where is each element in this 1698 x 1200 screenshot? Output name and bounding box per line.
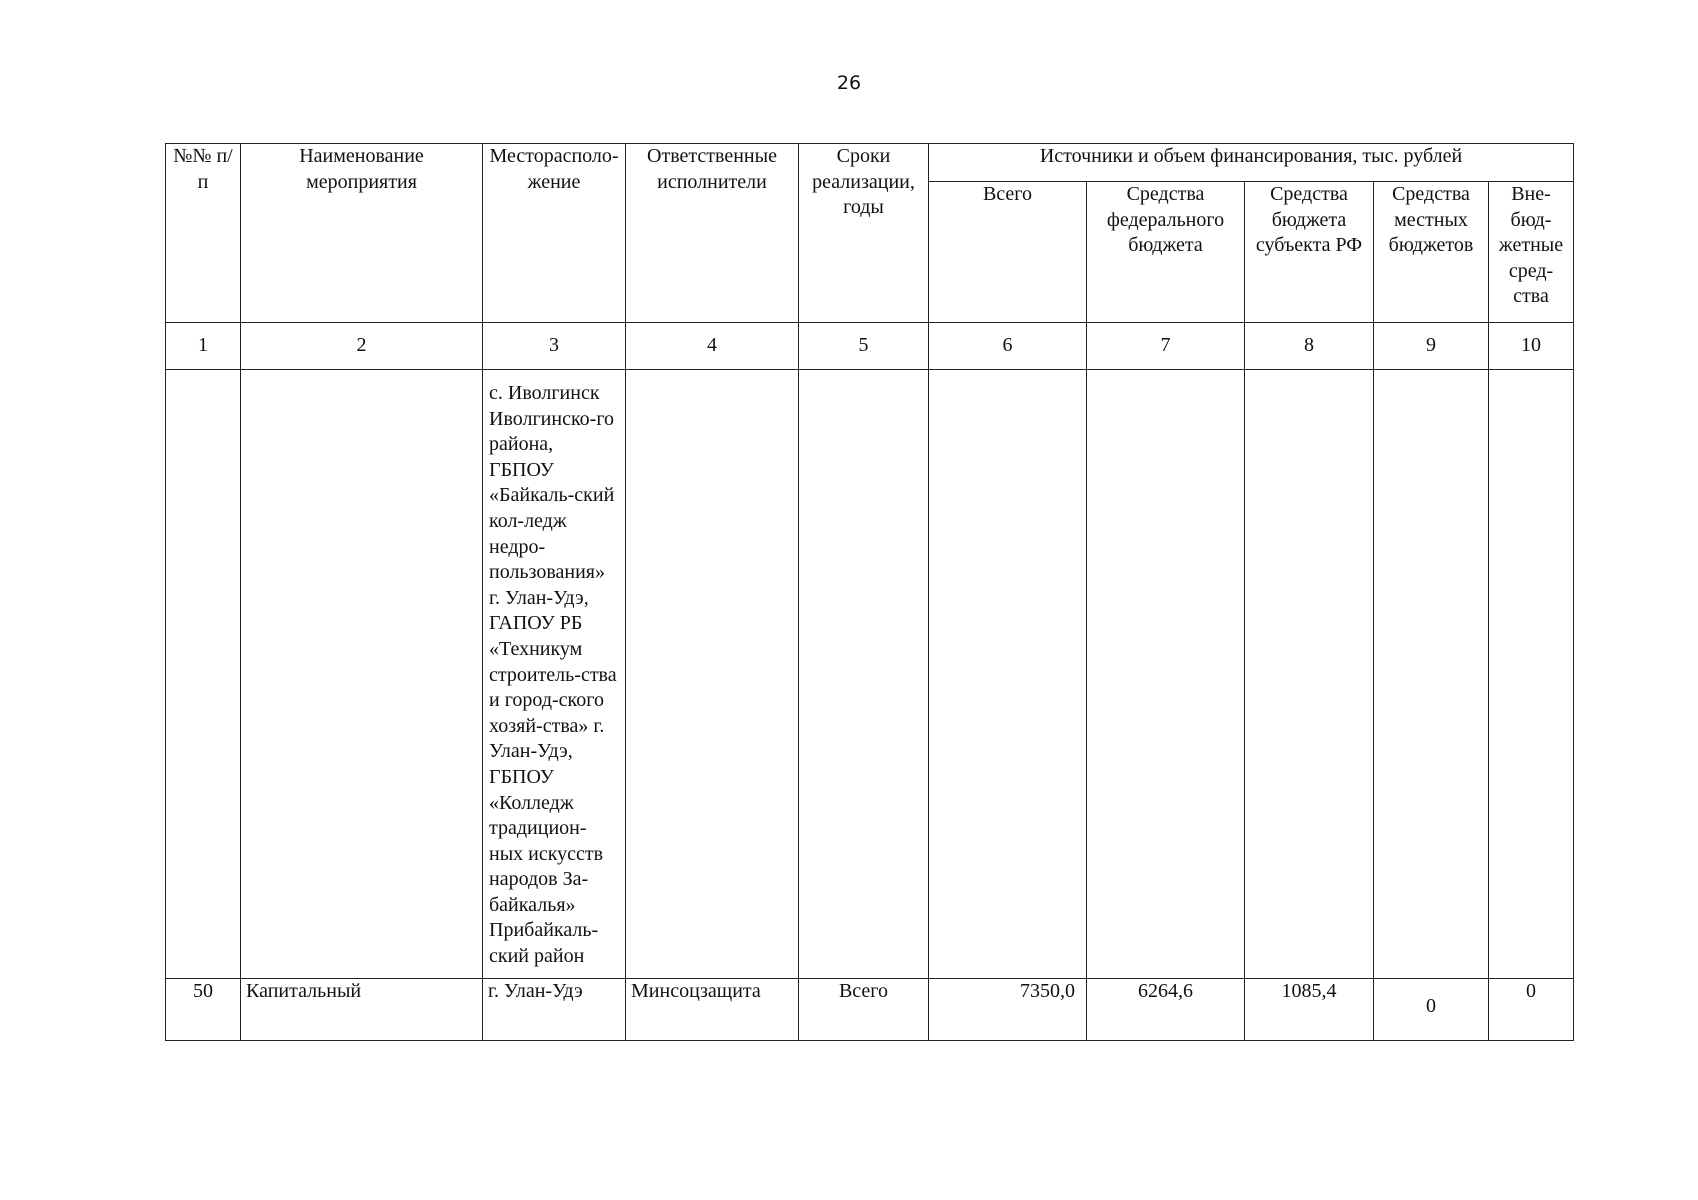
column-number: 5 <box>799 323 929 370</box>
column-number: 4 <box>626 323 799 370</box>
cell-terms <box>799 370 929 979</box>
cell-local <box>1374 370 1489 979</box>
header-location: Месторасполо-жение <box>483 144 626 323</box>
continuation-row <box>166 370 1574 979</box>
cell-offbudget <box>1489 370 1574 979</box>
cell-federal: 6264,6 <box>1087 978 1245 1040</box>
header-funding-group: Источники и объем финансирования, тыс. рублей <box>929 144 1574 182</box>
column-number: 1 <box>166 323 241 370</box>
cell-subject <box>1245 370 1374 979</box>
cell-name <box>241 370 483 979</box>
header-terms: Сроки реализации, годы <box>799 144 929 323</box>
cell-offbudget: 0 <box>1489 978 1574 1040</box>
column-number: 2 <box>241 323 483 370</box>
cell-location: г. Улан-Удэ <box>483 978 626 1040</box>
page-number: 26 <box>836 72 862 94</box>
header-executors: Ответственные исполнители <box>626 144 799 323</box>
header-total: Всего <box>929 182 1087 323</box>
cell-location: с. Иволгинск Иволгинско-го района, ГБПОУ «Байкаль-ский кол-ледж недро-пользования» г. Улан-Удэ, ГАПОУ РБ «Техникум строитель-ства и город-ского хозяй-ства» г. Улан-Удэ, ГБПОУ «Колледж традицион-ных искусств народов За-байкалья» Прибайкаль-ский район <box>483 370 626 979</box>
table-row-50 <box>166 978 1574 1040</box>
cell-num <box>166 370 241 979</box>
column-number: 9 <box>1374 323 1489 370</box>
header-federal: Средства федерального бюджета <box>1087 182 1245 323</box>
header-local: Средства местных бюджетов <box>1374 182 1489 323</box>
column-number: 7 <box>1087 323 1245 370</box>
cell-name: Капитальный <box>241 978 483 1040</box>
column-number: 3 <box>483 323 626 370</box>
cell-total <box>929 370 1087 979</box>
column-number: 8 <box>1245 323 1374 370</box>
header-row <box>166 144 1574 182</box>
cell-local: 0 <box>1374 978 1489 1040</box>
cell-total: 7350,0 <box>929 978 1087 1040</box>
column-number: 6 <box>929 323 1087 370</box>
cell-executors: Минсоцзащита <box>626 978 799 1040</box>
column-number: 10 <box>1489 323 1574 370</box>
header-subject: Средства бюджета субъекта РФ <box>1245 182 1374 323</box>
header-offbudget: Вне-бюд-жетные сред-ства <box>1489 182 1574 323</box>
financing-table <box>165 143 1574 1041</box>
header-num: №№ п/п <box>166 144 241 323</box>
cell-executors <box>626 370 799 979</box>
header-name: Наименование мероприятия <box>241 144 483 323</box>
cell-num: 50 <box>166 978 241 1040</box>
cell-subject: 1085,4 <box>1245 978 1374 1040</box>
column-number-row <box>166 323 1574 370</box>
cell-federal <box>1087 370 1245 979</box>
cell-terms: Всего <box>799 978 929 1040</box>
